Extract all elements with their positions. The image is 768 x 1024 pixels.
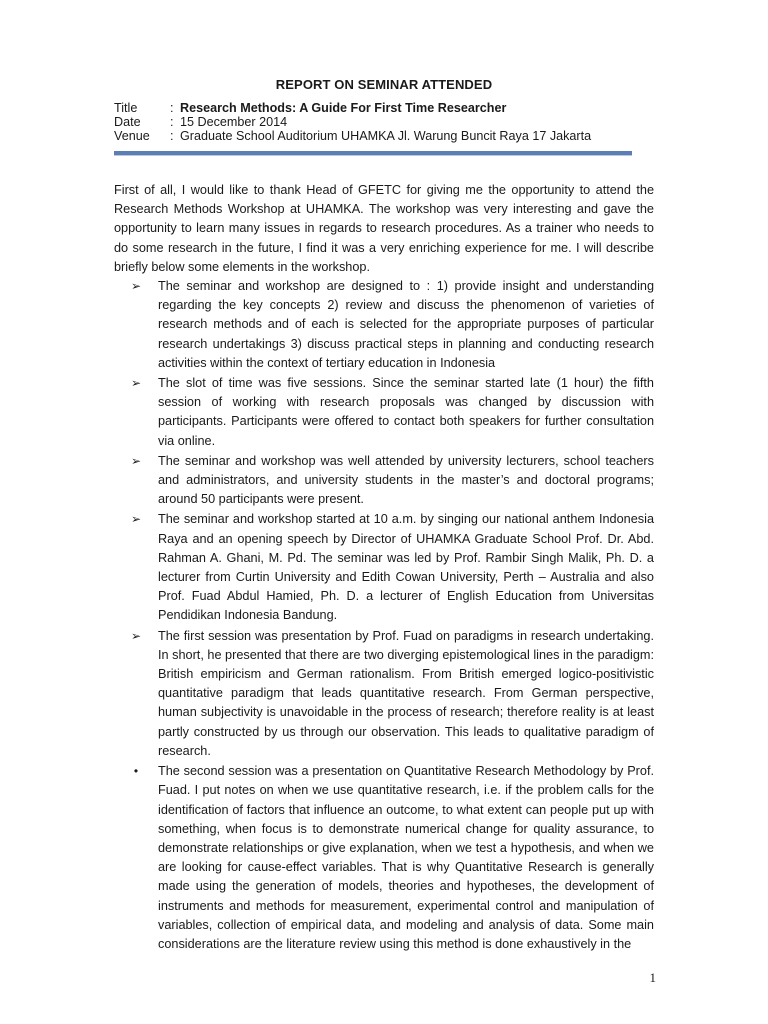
meta-venue-row <box>114 129 591 143</box>
meta-value-title: Research Methods: A Guide For First Time Researcher <box>180 101 507 115</box>
meta-separator: : <box>170 129 174 143</box>
list-item-text: The seminar and workshop started at 10 a.m. by singing our national anthem Indonesia Raya and an opening speech by Director of UHAMKA Graduate School Prof. Dr. Abd. Rahman A. Ghani, M. Pd. The seminar was led by Prof. Rambir Singh Malik, Ph. D. a lecturer from Curtin University and Edith Cowan University, Perth – Australia and also Prof. Fuad Abdul Hamied, Ph. D. a lecturer of English Education from Universitas Pendidikan Indonesia Bandung. <box>158 512 654 623</box>
arrow-bullet-icon: ➢ <box>130 628 142 643</box>
report-meta <box>114 101 591 143</box>
list-item <box>114 452 654 510</box>
list-item <box>114 627 654 761</box>
list-item-text: The seminar and workshop was well attended by university lecturers, school teachers and administrators, and university students in the master’s and doctoral programs; around 50 participants were present. <box>158 453 654 507</box>
list-item-text: The slot of time was five sessions. Since the seminar started late (1 hour) the fifth session of working with research proposals was changed by discussion with participants. Participants were offered to contact both speakers for further consultation via online. <box>158 376 654 448</box>
header-divider <box>114 151 632 156</box>
page-number: 1 <box>649 970 656 985</box>
arrow-bullet-icon: ➢ <box>130 453 142 468</box>
report-body <box>114 181 654 955</box>
arrow-bullet-icon: ➢ <box>130 512 142 527</box>
list-item <box>114 374 654 451</box>
list-item <box>114 277 654 373</box>
dot-bullet-icon: • <box>133 764 139 779</box>
list-item-text: The seminar and workshop are designed to : 1) provide insight and understanding regarding the key concepts 2) review and discuss the phenomenon of varieties of research methods and of each is selected for the appropriate purposes of particular research undertakings 3) discuss practical steps in planning and conducting research activities within the context of tertiary education in Indonesia <box>158 279 654 370</box>
seminar-notes-list <box>114 277 654 954</box>
list-item <box>114 762 654 954</box>
meta-value-venue: Graduate School Auditorium UHAMKA Jl. Warung Buncit Raya 17 Jakarta <box>180 129 592 143</box>
meta-title-row <box>114 101 591 115</box>
meta-separator: : <box>170 101 174 115</box>
list-item-text: The first session was presentation by Prof. Fuad on paradigms in research undertaking. In short, he presented that there are two diverging epistemological lines in the paradigm: British empiricism and German rationalism. From British emerged logico-positivistic quantitative paradigm that leads quantitative research. From German perspective, human subjectivity is unavoidable in the process of research; therefore reality is at least partly constructed by us through our observation. This leads to qualitative paradigm of research. <box>158 628 654 758</box>
meta-label: Title <box>114 101 138 115</box>
meta-label: Venue <box>114 129 150 143</box>
arrow-bullet-icon: ➢ <box>130 279 142 294</box>
meta-date-row <box>114 115 591 129</box>
meta-value-date: 15 December 2014 <box>180 115 288 129</box>
meta-label: Date <box>114 115 141 129</box>
meta-separator: : <box>170 115 174 129</box>
arrow-bullet-icon: ➢ <box>130 376 142 391</box>
intro-paragraph: First of all, I would like to thank Head of GFETC for giving me the opportunity to attend the Research Methods Workshop at UHAMKA. The workshop was very interesting and gave the opportunity to learn many issues in regards to research procedures. As a trainer who needs to do some research in the future, I find it was a very enriching experience for me. I will describe briefly below some elements in the workshop. <box>114 183 654 274</box>
list-item-text: The second session was a presentation on Quantitative Research Methodology by Prof. Fuad. I put notes on when we use quantitative research, i.e. if the problem calls for the identification of factors that influence an outcome, to what extent can people put up with something, when focus is to demonstrate numerical change for quality assurance, to demonstrate relationships or give explanation, when we test a hypothesis, and when we are looking for cause-effect variables. That is why Quantitative Research is generally made using the generation of models, theories and hypotheses, the development of instruments and methods for measurement, experimental control and manipulation of variables, collection of empirical data, and modeling and analysis of data. Some main considerations are the literature review using this method is done exhaustively in the <box>158 764 654 951</box>
list-item <box>114 510 654 625</box>
report-title: REPORT ON SEMINAR ATTENDED <box>275 77 493 92</box>
